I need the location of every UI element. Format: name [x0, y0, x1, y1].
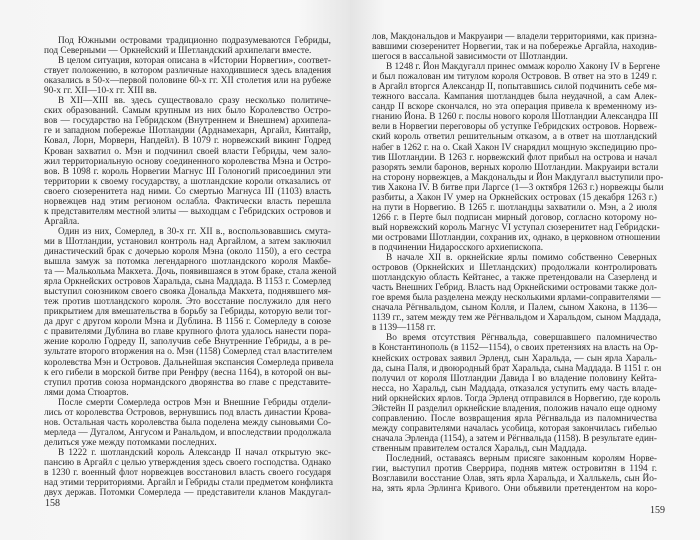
text-line: к представителям местной элиты — выходцам с Гебридских островов и — [44, 206, 331, 217]
text-line: островов (Оркнейских и Шетландских) продолжали контролировать — [372, 263, 657, 274]
text-line: норвежцев над этим регионом ослабла. Фактически власть перешла — [44, 196, 331, 207]
text-line: В 1222 г. шотландский король Александр II начал открытую экс- — [58, 447, 331, 458]
text-line: между соправителями началась усобица, которая закончилась гибелью — [372, 423, 657, 434]
text-line: гнанию Йона. В 1260 г. послы нового короля Шотландии Александра III — [372, 112, 659, 123]
text-line: гии, выступил против Сверрира, подняв мятеж островитян в 1194 г. — [372, 464, 657, 475]
text-line: вов. В 1098 г. король Норвегии Магнус III Голоногий присоединил эти — [44, 166, 331, 177]
text-line: в Аргайл вторгся Александр II, попытавшись силой подчинить себе мя- — [372, 82, 657, 93]
text-line: в Константинополь (в 1152—1154), о своих претензиях на власть на Ор- — [372, 343, 659, 354]
text-line: соправлению. После возвращения ярла Рёгнвальда из паломничества — [372, 413, 657, 424]
text-line: часть Внешних Гебрид. Власть над Оркнейскими островами также дол- — [372, 283, 657, 294]
text-line: теж против шотландского короля. Это восстание послужило для него — [44, 297, 331, 308]
paragraph — [44, 96, 331, 227]
text-line: сандр II вскоре скончался, но эта операция привела к временному из- — [372, 102, 657, 113]
text-line: нов. Остальная часть королевства была поделена между сыновьями Со- — [44, 417, 331, 428]
text-line: разорять земли баронов, верных королю Шотландии. Макруаири встали — [372, 162, 659, 173]
page-number-right: 159 — [650, 505, 665, 516]
text-line: Аргайла. — [44, 216, 80, 227]
text-line: сначала Рёгнвальдом, сыном Колля, и Палем, сыном Хакона, в 1136— — [372, 303, 657, 314]
text-line: своего сюзеренитета над ними. Со смертью Магнуса III (1103) власть — [44, 186, 331, 197]
paragraph — [372, 454, 657, 494]
text-line: тив Хакона IV. В битве при Ларгсе (1—3 октября 1263 г.) норвежцы были — [372, 182, 664, 193]
text-line: В XII—XIII вв. здесь существовало сразу несколько политиче- — [58, 96, 331, 107]
text-line: Последний, оставаясь верным присяге законным королям Норве- — [386, 453, 657, 464]
text-line: к его гибели в морской битве при Ренфру (весна 1164), в которой он вы- — [44, 367, 331, 378]
paragraph — [44, 398, 331, 448]
text-line: жение королю Годреду II, заполучив себе Внутренние Гебриды, а в ре- — [44, 337, 331, 348]
text-line: ми островами Шотландии, сохранив их, однако, в церковном отношении — [372, 232, 661, 243]
text-line: лись от королевства Островов, вернувшись под власть династии Крова- — [44, 407, 331, 418]
right-page — [350, 0, 700, 540]
text-line: королевства Мэн и Островов. Дальнейшая экспансия Сомерледа привела — [44, 357, 334, 368]
text-line: ских образований. Самым крупным из них было Королевство Остро- — [44, 106, 331, 117]
text-line: лов, Макдональдов и Макруаири — владели территориями, как призна- — [372, 32, 657, 42]
text-line: и был пожалован им титулом короля Островов. В ответ на это в 1249 г. — [372, 72, 657, 83]
paragraph — [372, 253, 662, 334]
text-line: прикрытием для вмешательства в борьбу за Гебриды, которую вели тог- — [44, 307, 331, 318]
text-line: ственным правителем остался Харальд, сын Маддада. — [372, 443, 587, 454]
text-line: ярла Оркнейских островов Харальда, сына Маддада. В 1153 г. Сомерлед — [44, 277, 332, 288]
text-line: в 1139—1158 гг. — [372, 323, 436, 334]
paragraph — [372, 32, 657, 62]
text-line: Во время отсутствия Рёгнвальда, совершавшего паломничество — [386, 333, 657, 344]
text-line: в подчинении Нидаросского архиепископа. — [372, 242, 544, 253]
text-line: Крован захватил о. Мэн и подчинил своей власти Гебриды, чем зало- — [44, 146, 331, 157]
text-line: Под Южными островами традиционно подразумеваются Гебриды, — [58, 36, 331, 46]
text-line: на, зять ярла Эрлинга Кривого. Они объявили претендентом на коро- — [372, 484, 657, 495]
text-line: В целом ситуация, которая описана в «Истории Норвегии», соответ- — [58, 56, 331, 67]
text-line: 1266 г. в Перте был подписан мирный договор, согласно которому но- — [372, 212, 657, 223]
paragraph — [372, 62, 664, 253]
text-line: ступил против союза нормандского дворянства во главе с представите- — [44, 377, 331, 388]
text-line: шегося в вассальной зависимости от Шотландии. — [372, 52, 568, 63]
text-line: лями дома Стюартов. — [44, 387, 129, 398]
text-line: да, сына Паля, и двоюродный брат Харальда, сына Маддада. В 1151 г. он — [372, 363, 662, 374]
text-line: та — Малькольма Макхета. Дочь, появившаяся в этом браке, стала женой — [44, 267, 337, 278]
text-line: кнейских островах заявил Эрленд, сын Харальда, — сын ярла Хараль- — [372, 353, 657, 364]
text-line: Возглавили восстание Олав, зять ярла Харальда, и Халлькель, сын Йо- — [372, 474, 657, 485]
text-line: гое время была разделена между несколькими ярлами-соправителями — — [372, 293, 661, 304]
text-line: вели в Норвегии переговоры об уступке Гебридских островов. Норвеж- — [372, 122, 657, 133]
text-line: делиться уже между потомками последних. — [44, 437, 217, 448]
text-line: в 1230 г. военный флот норвежцев восстановил власть своего государя — [44, 468, 331, 479]
page-number-left: 158 — [45, 498, 60, 509]
text-line: получил от короля Шотландии Давида I во владение половину Кейта- — [372, 373, 657, 384]
text-line: выступил союзником своего свояка Дональда Макхета, поднявшего мя- — [44, 287, 331, 298]
text-line: После смерти Сомерледа остров Мэн и Внешние Гебриды отдели- — [58, 397, 331, 408]
text-line: ге и западном побережье Шотландии (Арднамехарн, Аргайл, Кинтайр, — [44, 126, 331, 137]
left-page-body — [44, 36, 337, 499]
paragraph — [44, 226, 337, 398]
text-line: ний оркнейских ярлов. Тогда Эрленд отправился в Норвегию, где король — [372, 393, 661, 404]
text-line: 1139 гг., затем между тем же Рёгнвальдом и Харальдом, сыном Маддада, — [372, 313, 662, 324]
text-line: В 1248 г. Йон Макдугалл принес оммаж королю Хакону IV в Бергене — [386, 62, 660, 73]
text-line: вавшими сюзеренитет Норвегии, так и на побережье Аргайла, находив- — [372, 42, 657, 53]
text-line: вов — государство на Гебридском (Внутреннем и Внешнем) архипела- — [44, 116, 331, 127]
text-line: зультате второго вторжения на о. Мэн (1158) Сомерлед стал властителем — [44, 347, 333, 358]
text-line: пансию в Аргайл с целью утверждения здесь своего господства. Однако — [44, 457, 331, 468]
text-line: да друг с другом короли Мэна и Дублина. В 1156 г. Сомерледу в союзе — [44, 317, 331, 328]
right-page-body — [372, 32, 664, 495]
text-line: ми в Шотландии, установил контроль над Аргайлом, а затем заключил — [44, 236, 331, 247]
text-line: территории к своему государству, а шотландские короли отказались от — [44, 176, 331, 187]
text-line: мерледа — Дугалом, Ангусом и Ранальдом, и впоследствии продолжала — [44, 427, 332, 438]
text-line: двух держав. Потомки Сомерледа — представители кланов Макдугал- — [44, 488, 331, 499]
text-line: Один из них, Сомерлед, в 30-х гг. XII в., воспользовавшись смута- — [58, 226, 331, 237]
text-line: разбиты, а Хакон IV умер на Оркнейских островах (15 декабря 1263 г.) — [372, 192, 657, 203]
text-line: династический брак с дочерью короля Мэна (около 1150), а его сестра — [44, 246, 331, 257]
text-line: Эйстейн II разделил оркнейские владения, положив начало еще одному — [372, 403, 657, 414]
text-line: шотландскую область Кейтанес, а также претендовали на Сазерленд и — [372, 273, 657, 284]
text-line: вышла замуж за потомка легендарного шотландского короля Макбе- — [44, 257, 331, 268]
paragraph — [44, 56, 331, 96]
text-line: на пути в Норвегию. В 1265 г. шотландцы захватили о. Мэн, а 2 июля — [372, 202, 657, 213]
text-line: оказались в 50-х—первой половине 60-х гг. XII столетия или на рубеже — [44, 76, 331, 87]
text-line: несса, но Харальд, сын Маддада, отказался уступить ему часть владе- — [372, 383, 657, 394]
text-line: тежного вассала. Кампания шотландцев была неудачной, а сам Алек- — [372, 92, 657, 103]
text-line: В начале XII в. оркнейские ярлы помимо собственно Северных — [386, 253, 657, 264]
text-line: Ковал, Лорн, Морверн, Напдейл). В 1079 г. норвежский викинг Годред — [44, 136, 331, 147]
paragraph — [44, 36, 331, 56]
text-line: вый норвежский король Магнус VI уступал сюзеренитет над Гебридски- — [372, 222, 660, 233]
text-line: над этими территориями. Аргайл и Гебриды стали предметом конфликта — [44, 478, 334, 489]
text-line: на сторону норвежцев, а Макдональды и Йон Макдугалл выступили про- — [372, 172, 664, 183]
text-line: сначала Эрленда (1154), а затем и Рёгнвальда (1158). В результате един- — [372, 433, 657, 444]
text-line: ский король ответил решительным отказом, а в ответ на шотландский — [372, 132, 657, 143]
text-line: под Северными — Оркнейский и Шетландский архипелаги вместе. — [44, 46, 312, 57]
text-line: ствует положению, в котором различные находившиеся здесь владения — [44, 66, 331, 77]
text-line: тив Шотландии. В 1263 г. норвежский флот прибыл на острова и начал — [372, 152, 657, 163]
text-line: с правителями Дублина во главе крупного флота удалось нанести пора- — [44, 327, 331, 338]
text-line: 90-х гг. XII—10-х гг. XIII вв. — [44, 86, 157, 97]
text-line: жил территориальную основу соединенного королевства Мэна и Остро- — [44, 156, 331, 167]
text-line: набег в 1262 г. на о. Скай Хакон IV снарядил мощную экспедицию про- — [372, 142, 657, 153]
paragraph — [44, 447, 334, 499]
paragraph — [372, 333, 662, 454]
